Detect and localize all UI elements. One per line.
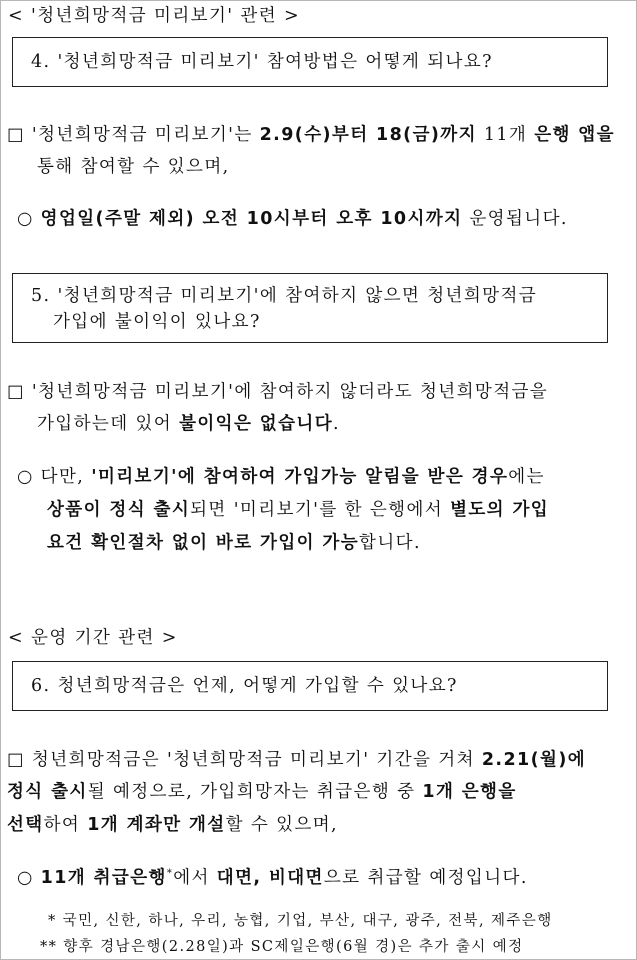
answer-6-eleven-banks: 11개 취급은행 — [40, 868, 167, 888]
answer-5-no-disadvantage: 불이익은 없습니다 — [179, 414, 333, 434]
answer-4-line-1 — [7, 121, 615, 146]
answer-6-line-3 — [7, 811, 338, 836]
answer-6-text-3d: 할 수 있으며, — [225, 815, 339, 835]
footnote-banks: * 국민, 신한, 하나, 우리, 농협, 기업, 부산, 대구, 광주, 전북, 제주은행 — [48, 913, 553, 929]
square-bullet-icon: □ — [7, 750, 25, 770]
circle-bullet-icon: ○ — [17, 209, 34, 229]
square-bullet-icon: □ — [7, 125, 25, 145]
answer-4-bank-app: 은행 앱을 — [534, 125, 615, 145]
answer-6-sub-text-d: 으로 취급할 예정입니다. — [323, 868, 528, 888]
question-box-6 — [12, 661, 608, 711]
question-5-line-2: 가입에 불이익이 있나요? — [53, 312, 261, 332]
section-heading-preview: < '청년희망적금 미리보기' 관련 > — [8, 6, 301, 26]
answer-6-official-launch: 정식 출시 — [7, 782, 88, 802]
answer-4-period: 2.9(수)부터 18(금)까지 — [259, 125, 477, 145]
answer-5-separate: 별도의 가입 — [450, 500, 550, 520]
section-heading-operation-period: < 운영 기간 관련 > — [8, 628, 178, 648]
answer-6-text-2b: 될 예정으로, 가입희망자는 취급은행 중 — [87, 782, 423, 802]
answer-5-sub-bold-1: '미리보기'에 참여하여 가입가능 알림을 받은 경우 — [91, 467, 509, 487]
answer-6-line-1 — [7, 746, 586, 771]
answer-6-launch-date: 2.21(월)에 — [481, 750, 587, 770]
circle-bullet-icon: ○ — [17, 467, 34, 487]
answer-5-sub-text-1a: 다만, — [40, 467, 92, 487]
answer-6-channels: 대면, 비대면 — [216, 868, 324, 888]
answer-5-line-2 — [37, 410, 340, 435]
answer-6-text-1a: 청년희망적금은 '청년희망적금 미리보기' 기간을 거쳐 — [31, 750, 482, 770]
answer-6-one-account: 1개 계좌만 개설 — [87, 815, 226, 835]
answer-5-official-launch: 상품이 정식 출시 — [47, 500, 191, 520]
answer-5-sub-text-3b: 합니다. — [359, 533, 421, 553]
answer-4-line-2: 통해 참여할 수 있으며, — [37, 157, 230, 177]
answer-6-line-2 — [7, 778, 517, 803]
answer-4-text-1c: 11개 — [476, 125, 535, 145]
answer-5-line-1 — [7, 378, 548, 403]
answer-5-sub-text-2b: 되면 '미리보기'를 한 은행에서 — [190, 500, 451, 520]
answer-5-sub-line-3 — [47, 529, 421, 554]
question-box-5 — [12, 273, 608, 343]
question-6-text: 6. 청년희망적금은 언제, 어떻게 가입할 수 있나요? — [31, 676, 458, 696]
square-bullet-icon: □ — [7, 382, 25, 402]
answer-6-sub-line-1 — [17, 864, 528, 889]
answer-5-text-1: '청년희망적금 미리보기'에 참여하지 않더라도 청년희망적금을 — [31, 382, 549, 402]
answer-6-footnote-marker: * — [166, 868, 174, 880]
question-4-text: 4. '청년희망적금 미리보기' 참여방법은 어떻게 되나요? — [31, 52, 493, 72]
answer-6-select: 선택 — [7, 815, 44, 835]
answer-6-one-bank: 1개 은행을 — [422, 782, 517, 802]
circle-bullet-icon: ○ — [17, 868, 34, 888]
question-5-line-1: 5. '청년희망적금 미리보기'에 참여하지 않으면 청년희망적금 — [31, 286, 538, 306]
answer-6-text-3b: 하여 — [43, 815, 88, 835]
answer-5-sub-line-2 — [47, 496, 549, 521]
answer-4-operate: 운영됩니다. — [462, 209, 568, 229]
answer-5-direct-join: 요건 확인절차 없이 바로 가입이 가능 — [47, 533, 360, 553]
answer-4-hours: 영업일(주말 제외) 오전 10시부터 오후 10시까지 — [40, 209, 463, 229]
answer-4-text-1a: '청년희망적금 미리보기'는 — [31, 125, 260, 145]
answer-6-sub-text-b: 에서 — [173, 868, 217, 888]
answer-5-sub-line-1 — [17, 463, 545, 488]
footnote-additional-launch: ** 향후 경남은행(2.28일)과 SC제일은행(6월 경)은 추가 출시 예정 — [40, 939, 524, 955]
question-box-4 — [12, 37, 608, 87]
answer-4-sub-line-1 — [17, 205, 568, 230]
answer-5-sub-text-1c: 에는 — [508, 467, 545, 487]
answer-5-text-2a: 가입하는데 있어 — [37, 414, 180, 434]
answer-5-period: . — [333, 414, 340, 434]
